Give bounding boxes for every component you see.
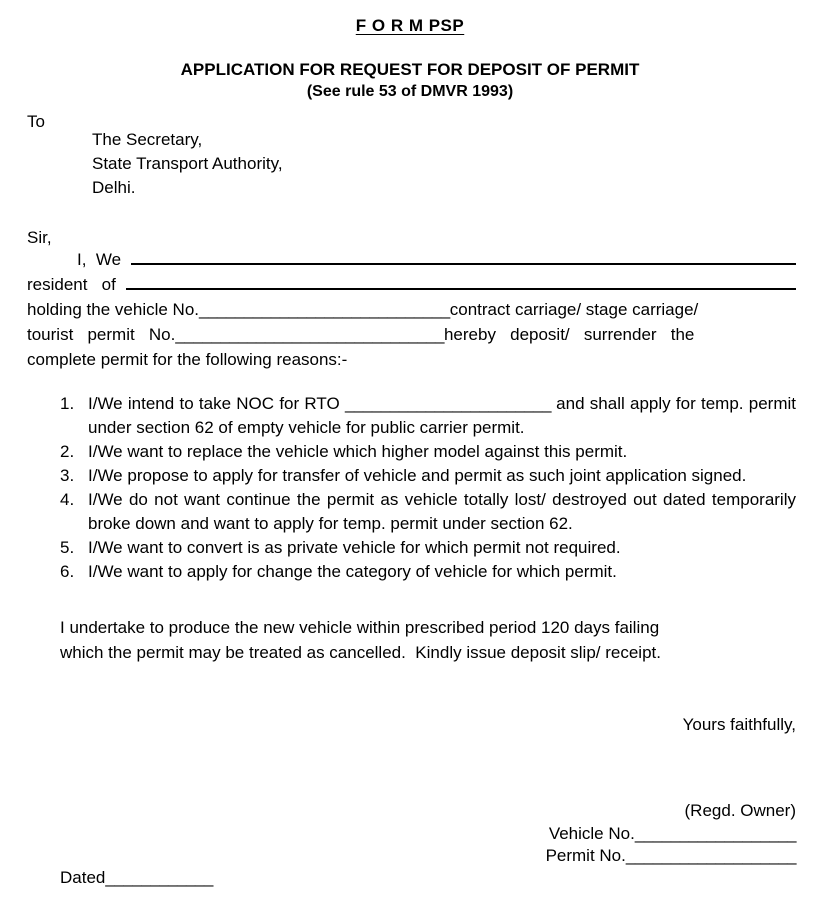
reasons-intro-text: complete permit for the following reasons:- <box>27 350 348 369</box>
resident-address-blank[interactable] <box>126 276 796 290</box>
reason-number: 1. <box>60 394 75 413</box>
resident-label: resident of <box>27 275 116 294</box>
document-subtitle: (See rule 53 of DMVR 1993) <box>306 83 514 100</box>
dated-label: Dated <box>60 868 106 887</box>
permit-no-blank[interactable]: ___________________ <box>625 846 796 865</box>
body-paragraph <box>27 247 796 372</box>
reason-text-before: I/We intend to take NOC for RTO <box>88 394 345 413</box>
reason-number: 4. <box>60 490 75 509</box>
reason-text: I/We do not want continue the permit as vehicle totally lost/ destroyed out dated temporarily broke down and want to apply for temp. permit under section 62. <box>88 490 796 533</box>
form-code-heading <box>0 16 820 36</box>
signature-fields <box>0 823 796 867</box>
reason-text: I/We want to replace the vehicle which higher model against this permit. <box>88 442 628 461</box>
list-item <box>60 536 796 560</box>
carriage-type-text: contract carriage/ stage carriage/ <box>449 300 699 319</box>
addressee-line-1: The Secretary, <box>92 130 203 149</box>
reason-number: 3. <box>60 466 75 485</box>
regd-owner-label: (Regd. Owner) <box>684 801 796 820</box>
permit-no-label: Permit No. <box>545 846 626 865</box>
addressee-line-3: Delhi. <box>92 178 136 197</box>
vehicle-no-blank[interactable]: __________________ <box>634 824 796 843</box>
deposit-surrender-text: hereby deposit/ surrender the <box>443 325 695 344</box>
tourist-permit-line <box>27 322 796 347</box>
salutation: Sir, <box>27 228 52 247</box>
undertaking-line-2: which the permit may be treated as cancelled. Kindly issue deposit slip/ receipt. <box>60 643 661 662</box>
undertaking-line-1: I undertake to produce the new vehicle within prescribed period 120 days failing <box>60 618 660 637</box>
document-title: APPLICATION FOR REQUEST FOR DEPOSIT OF PERMIT <box>180 60 640 79</box>
reason-text-after: and shall apply for temp. permit under section 62 of empty vehicle for public carrier permit. <box>88 394 796 437</box>
dated-field <box>60 868 213 888</box>
reason-text: I/We want to apply for change the category of vehicle for which permit. <box>88 562 617 581</box>
vehicle-no-field <box>0 823 796 845</box>
tourist-permit-label: tourist permit No. <box>27 325 176 344</box>
applicant-name-blank[interactable] <box>131 251 796 265</box>
vehicle-number-line <box>27 297 796 322</box>
reason-number: 2. <box>60 442 75 461</box>
list-item <box>60 464 796 488</box>
tourist-permit-blank[interactable]: ______________________________ <box>175 325 444 344</box>
list-item <box>60 392 796 440</box>
vehicle-no-label: Vehicle No. <box>548 824 635 843</box>
vehicle-number-blank[interactable]: ____________________________ <box>199 300 450 319</box>
resident-address-line <box>27 272 796 297</box>
addressee-block <box>92 128 283 200</box>
list-item <box>60 440 796 464</box>
vehicle-number-label: holding the vehicle No. <box>27 300 200 319</box>
list-item <box>60 488 796 536</box>
reason-text: I/We propose to apply for transfer of vehicle and permit as such joint application signed. <box>88 466 747 485</box>
applicant-label: I, We <box>77 250 122 269</box>
list-item <box>60 560 796 584</box>
applicant-name-line <box>27 247 796 272</box>
reason-number: 6. <box>60 562 75 581</box>
reasons-list <box>60 392 796 584</box>
yours-faithfully: Yours faithfully, <box>682 715 796 734</box>
reasons-intro-line <box>27 347 796 372</box>
permit-no-field <box>0 845 796 867</box>
reason-number: 5. <box>60 538 75 557</box>
addressee-line-2: State Transport Authority, <box>92 154 283 173</box>
reason-rto-blank[interactable]: _______________________ <box>344 394 551 413</box>
reason-text <box>88 392 796 440</box>
form-code-text: F O R M PSP <box>355 16 465 35</box>
undertaking-paragraph <box>60 615 796 665</box>
to-label: To <box>27 112 45 131</box>
reason-text: I/We want to convert is as private vehicle for which permit not required. <box>88 538 621 557</box>
dated-blank[interactable]: ____________ <box>105 868 213 887</box>
